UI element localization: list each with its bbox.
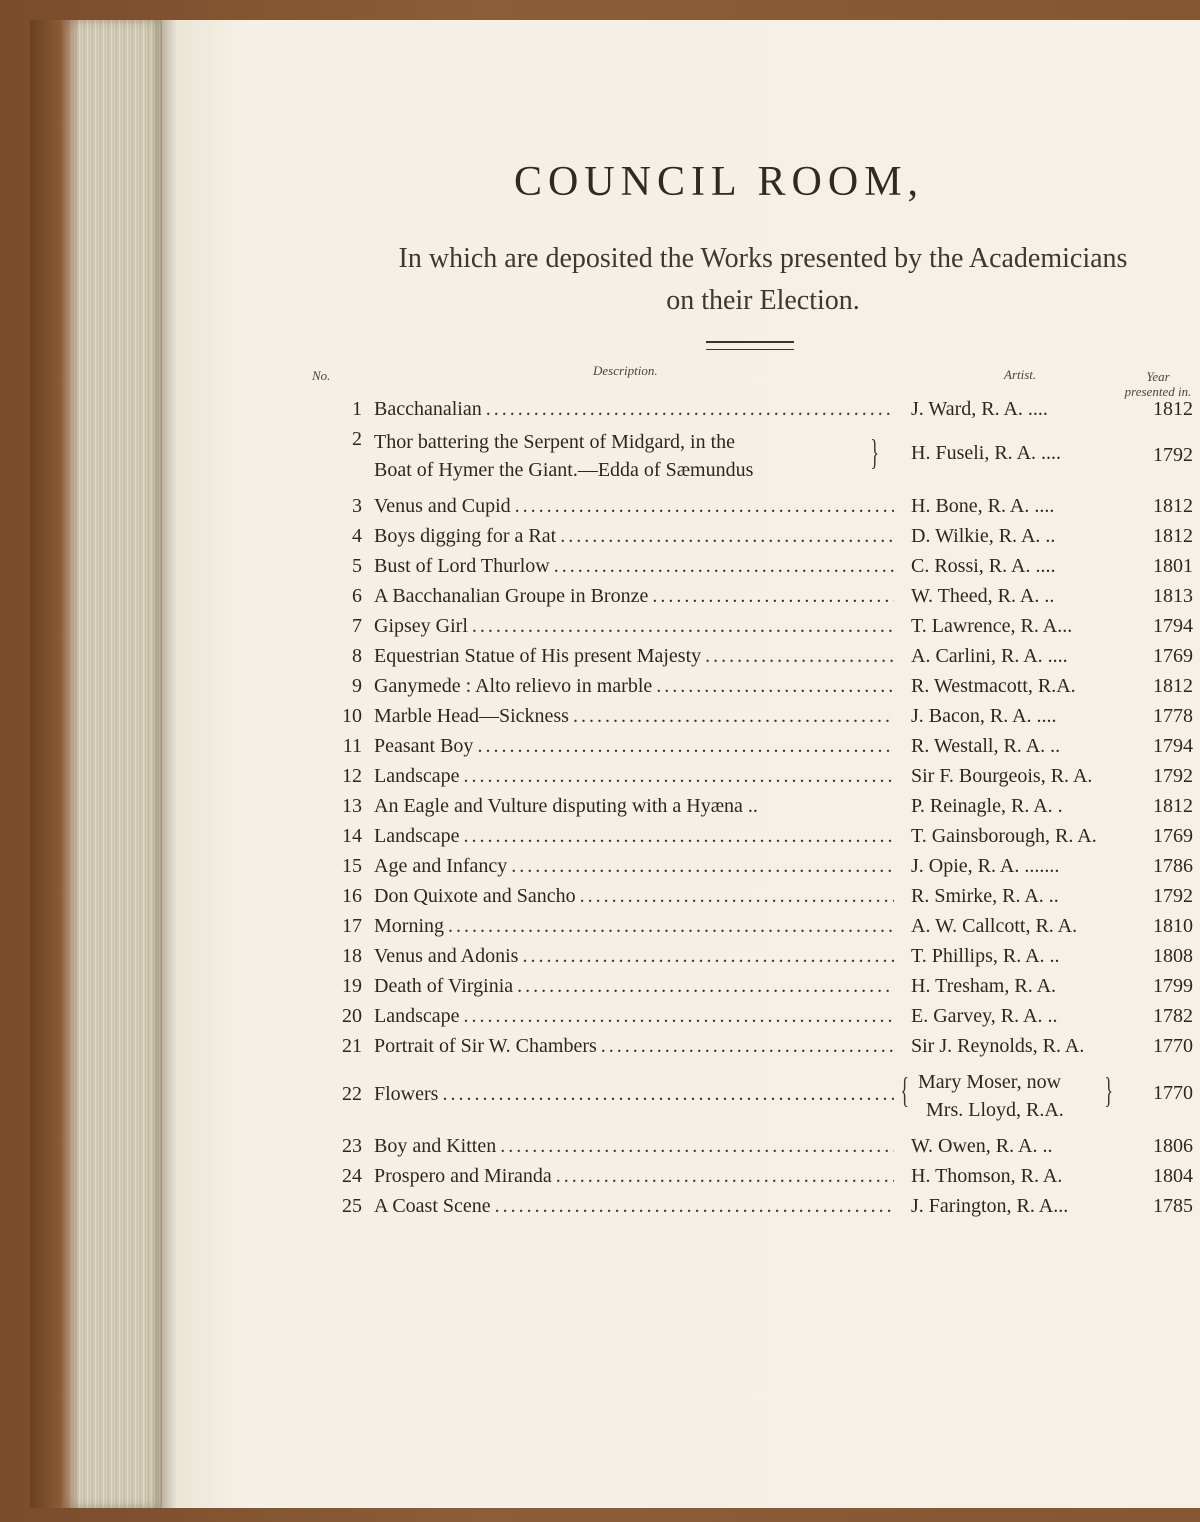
list-item (178, 555, 1200, 585)
entry-description (374, 428, 884, 484)
entry-description-text: An Eagle and Vulture disputing with a Hyæna .. (374, 795, 758, 817)
leader-dots (444, 915, 894, 938)
entry-number: 2 (352, 428, 362, 450)
leader-dots (511, 495, 894, 518)
leader-dots (473, 735, 894, 758)
entry-number: 20 (342, 1005, 362, 1027)
leader-dots (552, 1165, 894, 1188)
entry-number: 16 (342, 885, 362, 907)
entry-artist: J. Farington, R. A... (911, 1195, 1069, 1217)
entry-description (374, 525, 894, 548)
entry-description-text: Portrait of Sir W. Chambers (374, 1035, 597, 1057)
entry-description (374, 398, 894, 421)
list-item (178, 885, 1200, 915)
entry-description (374, 825, 894, 848)
entry-artist: Sir F. Bourgeois, R. A. (911, 765, 1093, 787)
list-item (178, 945, 1200, 975)
entry-description-text: Boys digging for a Rat (374, 525, 557, 547)
entry-artist: W. Theed, R. A. .. (911, 585, 1055, 607)
entry-artist: R. Smirke, R. A. .. (911, 885, 1059, 907)
entry-number: 22 (342, 1083, 362, 1105)
book-page (178, 20, 1200, 1508)
list-item (178, 855, 1200, 885)
entry-description (374, 1135, 894, 1158)
entry-description-text: Equestrian Statue of His present Majesty (374, 645, 702, 667)
entry-artist: E. Garvey, R. A. .. (911, 1005, 1058, 1027)
entry-description-text: Landscape (374, 825, 460, 847)
entry-description (374, 855, 894, 878)
entry-number: 13 (342, 795, 362, 817)
entry-description-text: A Coast Scene (374, 1195, 491, 1217)
leader-dots (491, 1195, 894, 1218)
leader-dots (518, 945, 894, 968)
entry-description (374, 945, 894, 968)
entry-number: 7 (352, 615, 362, 637)
list-item (178, 428, 1200, 488)
leader-dots (556, 525, 894, 548)
page-title: COUNCIL ROOM, (513, 159, 925, 205)
book-block (30, 20, 1200, 1508)
entry-artist-line-1: Mary Moser, now (918, 1071, 1062, 1093)
entry-artist-line-2: Mrs. Lloyd, R.A. (926, 1099, 1064, 1121)
entry-number: 12 (342, 765, 362, 787)
entry-description-text: Marble Head—Sickness (374, 705, 569, 727)
list-item (178, 1165, 1200, 1195)
entry-number: 19 (342, 975, 362, 997)
entry-year: 1778 (1153, 705, 1193, 727)
entry-description (374, 735, 894, 758)
entry-artist: C. Rossi, R. A. .... (911, 555, 1056, 577)
entry-number: 10 (342, 705, 362, 727)
entry-artist: P. Reinagle, R. A. . (911, 795, 1063, 817)
entry-artist: R. Westmacott, R.A. (911, 675, 1076, 697)
entry-description (374, 645, 894, 668)
entry-description-line-2: Boat of Hymer the Giant.—Edda of Sæmundus (374, 459, 754, 481)
list-item (178, 645, 1200, 675)
entry-description-text: Ganymede : Alto relievo in marble (374, 675, 653, 697)
entry-year: 1782 (1153, 1005, 1193, 1027)
list-item (178, 1005, 1200, 1035)
entry-artist: R. Westall, R. A. .. (911, 735, 1061, 757)
entry-description (374, 675, 894, 698)
entry-year: 1794 (1153, 735, 1193, 757)
entry-artist: H. Thomson, R. A. (911, 1165, 1063, 1187)
entry-description (374, 615, 894, 638)
list-item (178, 585, 1200, 615)
entry-description-text: Venus and Cupid (374, 495, 511, 517)
entry-year: 1792 (1153, 444, 1193, 466)
leader-dots (468, 615, 894, 638)
entry-artist: H. Bone, R. A. .... (911, 495, 1055, 517)
leader-dots (513, 975, 894, 998)
list-item (178, 1035, 1200, 1065)
brace-right: } (870, 432, 879, 472)
subtitle-line-1: In which are deposited the Works presented by the Academicians (398, 243, 1128, 274)
entry-description (374, 495, 894, 518)
entry-description (374, 795, 894, 818)
page-subtitle (308, 238, 1200, 322)
entry-number: 6 (352, 585, 362, 607)
leader-dots (648, 585, 894, 608)
entry-number: 11 (342, 735, 362, 757)
list-item (178, 1195, 1200, 1225)
entry-artist: D. Wilkie, R. A. .. (911, 525, 1056, 547)
entry-number: 24 (342, 1165, 362, 1187)
header-year-line-2: presented in. (1124, 384, 1192, 399)
leader-dots (482, 398, 894, 421)
entry-year: 1786 (1153, 855, 1193, 877)
entry-artist: T. Phillips, R. A. .. (911, 945, 1060, 967)
list-item (178, 765, 1200, 795)
entry-description-text: Peasant Boy (374, 735, 474, 757)
entry-year: 1792 (1153, 885, 1193, 907)
entry-number: 8 (352, 645, 362, 667)
entry-description-line-1: Thor battering the Serpent of Midgard, in the (374, 431, 736, 453)
entry-artist (918, 1068, 1098, 1124)
entry-description (374, 1195, 894, 1218)
entry-number: 23 (342, 1135, 362, 1157)
entry-artist: W. Owen, R. A. .. (911, 1135, 1053, 1157)
leader-dots (597, 1035, 894, 1058)
header-no: No. (312, 368, 331, 383)
entry-year: 1770 (1153, 1082, 1193, 1104)
entry-description (374, 585, 894, 608)
entry-artist: Sir J. Reynolds, R. A. (911, 1035, 1085, 1057)
entry-year: 1810 (1153, 915, 1193, 937)
entry-year: 1801 (1153, 555, 1193, 577)
entry-artist: J. Opie, R. A. ....... (911, 855, 1060, 877)
header-description: Description. (593, 363, 658, 378)
leader-dots (460, 765, 894, 788)
entry-description-text: Landscape (374, 765, 460, 787)
entry-number: 15 (342, 855, 362, 877)
entry-number: 4 (352, 525, 362, 547)
list-item (178, 398, 1200, 428)
leader-dots (569, 705, 894, 728)
list-item (178, 1068, 1200, 1128)
list-item (178, 825, 1200, 855)
entry-year: 1812 (1153, 675, 1193, 697)
list-item (178, 915, 1200, 945)
header-artist: Artist. (1004, 367, 1037, 382)
entry-year: 1799 (1153, 975, 1193, 997)
title-rule (706, 341, 794, 350)
header-year-line-1: Year (1146, 369, 1170, 384)
list-item (178, 525, 1200, 555)
leader-dots (460, 1005, 894, 1028)
entry-description-text: Prospero and Miranda (374, 1165, 552, 1187)
entry-year: 1804 (1153, 1165, 1193, 1187)
entry-description-text: Gipsey Girl (374, 615, 468, 637)
list-item (178, 615, 1200, 645)
subtitle-line-2: on their Election. (666, 285, 860, 316)
entry-description-text: Bust of Lord Thurlow (374, 555, 550, 577)
entry-year: 1769 (1153, 825, 1193, 847)
list-item (178, 1135, 1200, 1165)
entry-description-text: A Bacchanalian Groupe in Bronze (374, 585, 649, 607)
entry-number: 17 (342, 915, 362, 937)
entry-year: 1812 (1153, 795, 1193, 817)
list-item (178, 975, 1200, 1005)
leader-dots (576, 885, 894, 908)
list-item (178, 735, 1200, 765)
leader-dots (701, 645, 894, 668)
entry-description-text: Landscape (374, 1005, 460, 1027)
entry-year: 1812 (1153, 495, 1193, 517)
entry-description-text: Age and Infancy (374, 855, 508, 877)
entry-artist: J. Ward, R. A. .... (911, 398, 1048, 420)
entry-description-text: Boy and Kitten (374, 1135, 497, 1157)
entry-year: 1812 (1153, 398, 1193, 420)
entry-description (374, 915, 894, 938)
entry-year: 1785 (1153, 1195, 1193, 1217)
entry-number: 14 (342, 825, 362, 847)
entry-year: 1770 (1153, 1035, 1193, 1057)
entry-number: 9 (352, 675, 362, 697)
entry-description (374, 975, 894, 998)
binding-edge (30, 20, 80, 1508)
leader-dots (438, 1083, 894, 1106)
list-item (178, 675, 1200, 705)
entry-year: 1794 (1153, 615, 1193, 637)
entry-number: 21 (342, 1035, 362, 1057)
list-item (178, 795, 1200, 825)
brace-left: { (900, 1070, 909, 1110)
entry-description (374, 885, 894, 908)
entry-year: 1792 (1153, 765, 1193, 787)
entry-year: 1812 (1153, 525, 1193, 547)
leader-dots (652, 675, 894, 698)
entry-description (374, 765, 894, 788)
entry-description (374, 1035, 894, 1058)
header-year (1118, 369, 1198, 399)
entry-year: 1769 (1153, 645, 1193, 667)
entry-description-text: Morning (374, 915, 444, 937)
entry-description (374, 1005, 894, 1028)
entry-year: 1806 (1153, 1135, 1193, 1157)
entry-number: 5 (352, 555, 362, 577)
entry-description-text: Flowers (374, 1083, 439, 1105)
entry-description (374, 705, 894, 728)
entry-description-text: Don Quixote and Sancho (374, 885, 576, 907)
leader-dots (496, 1135, 894, 1158)
entry-number: 18 (342, 945, 362, 967)
entry-year: 1813 (1153, 585, 1193, 607)
entry-number: 1 (352, 398, 362, 420)
entry-number: 25 (342, 1195, 362, 1217)
list-item (178, 495, 1200, 525)
entry-year: 1808 (1153, 945, 1193, 967)
entry-description-text: Venus and Adonis (374, 945, 519, 967)
entry-description-text: Death of Virginia (374, 975, 514, 997)
entry-artist: T. Gainsborough, R. A. (911, 825, 1097, 847)
entry-artist: A. Carlini, R. A. .... (911, 645, 1068, 667)
leader-dots (460, 825, 894, 848)
entry-description (374, 1083, 894, 1106)
list-item (178, 705, 1200, 735)
entry-number: 3 (352, 495, 362, 517)
entry-artist: A. W. Callcott, R. A. (911, 915, 1078, 937)
entry-description (374, 555, 894, 578)
entry-artist: J. Bacon, R. A. .... (911, 705, 1057, 727)
entry-artist: H. Fuseli, R. A. .... (911, 442, 1062, 464)
brace-right: } (1104, 1070, 1113, 1110)
entry-artist: T. Lawrence, R. A... (911, 615, 1073, 637)
leader-dots (507, 855, 894, 878)
entry-artist: H. Tresham, R. A. (911, 975, 1057, 997)
entry-description (374, 1165, 894, 1188)
entry-description-text: Bacchanalian (374, 398, 482, 420)
leader-dots (550, 555, 894, 578)
